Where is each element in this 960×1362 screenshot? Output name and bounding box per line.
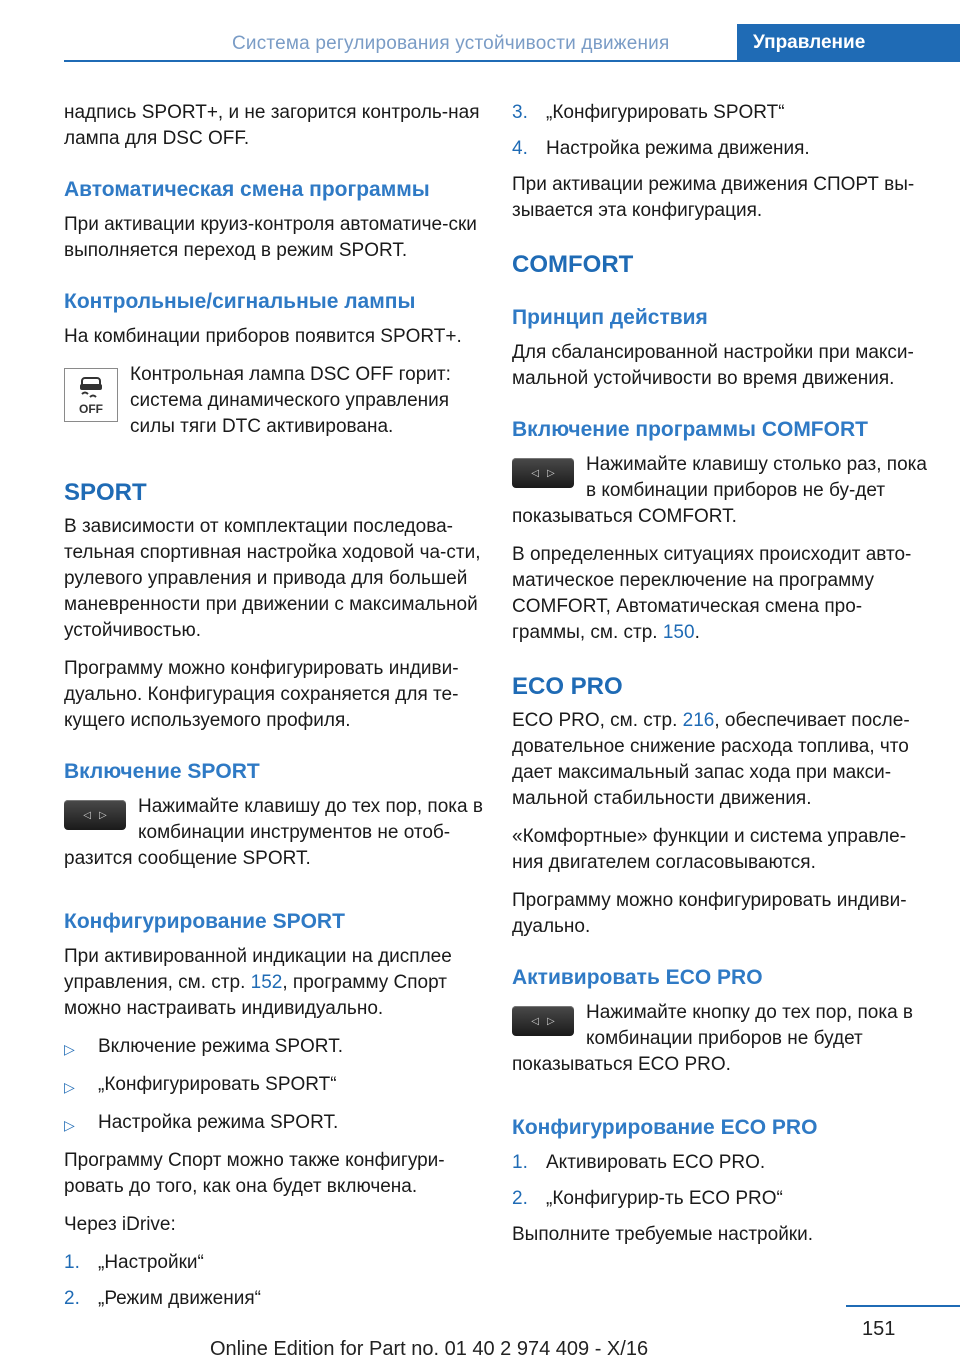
heading-sport: SPORT [64, 479, 147, 506]
text: , обеспечивает после-довательное снижение расхода топлива, что дает максимальный запас хода при макси-мальной стабильности движения. [512, 710, 910, 809]
arrow-right-icon: ▷ [547, 1015, 555, 1027]
page-link-152[interactable]: 152 [250, 972, 283, 993]
paragraph: Программу можно конфигурировать индиви-дуально. [512, 890, 907, 937]
paragraph: В зависимости от комплектации последова-тельная спортивная настройка ходовой ча-сти, рулевого управления и привода для большей маневренности при движении с максимальной устойчивостью. [64, 516, 481, 641]
heading-comfort: COMFORT [512, 251, 634, 278]
list-item-text: „Конфигурировать SPORT“ [98, 1074, 337, 1095]
numbered-list [512, 1150, 932, 1212]
page-link-216[interactable]: 216 [682, 710, 715, 731]
paragraph: Программу можно конфигурировать индиви-дуально. Конфигурация сохраняется для те-кущего используемого профиля. [64, 658, 459, 731]
heading-eco-on: Активировать ECO PRO [512, 966, 763, 989]
page-link-150[interactable]: 150 [662, 622, 695, 643]
heading-principle: Принцип действия [512, 306, 708, 329]
paragraph: На комбинации приборов появится SPORT+. [64, 326, 462, 347]
drive-mode-switch-icon [512, 458, 574, 488]
list-item [512, 136, 932, 162]
skidding-car-icon [77, 375, 105, 401]
list-item [512, 100, 932, 126]
arrow-left-icon: ◁ [531, 467, 539, 479]
heading-eco-pro: ECO PRO [512, 673, 623, 700]
paragraph: Через iDrive: [64, 1214, 176, 1235]
bullet-list [64, 1034, 484, 1138]
header-chapter-tab: Управление [737, 24, 960, 62]
heading-eco-config: Конфигурирование ECO PRO [512, 1116, 818, 1139]
paragraph: «Комфортные» функции и система управле-ния двигателем согласовываются. [512, 826, 907, 873]
list-number: 4. [512, 138, 528, 159]
numbered-list [64, 1250, 484, 1312]
comfort-switch-block [512, 452, 932, 542]
arrow-left-icon: ◁ [83, 809, 91, 821]
list-number: 2. [512, 1188, 528, 1209]
text: При активированной индикации на дисплее управления, см. стр. [64, 946, 452, 993]
dsc-off-block [64, 362, 484, 452]
paragraph: При активации круиз-контроля автоматиче-ски выполняется переход в режим SPORT. [64, 214, 477, 261]
left-column [64, 100, 484, 1322]
page-number: 151 [862, 1318, 896, 1340]
paragraph: Программу Спорт можно также конфигури-ровать до того, как она будет включена. [64, 1150, 445, 1197]
heading-sport-on: Включение SPORT [64, 760, 260, 783]
heading-auto-program: Автоматическая смена программы [64, 178, 430, 201]
arrow-left-icon: ◁ [531, 1015, 539, 1027]
paragraph: надпись SPORT+, и не загорится контроль-ная лампа для DSC OFF. [64, 102, 480, 149]
text: ECO PRO, см. стр. [512, 710, 683, 731]
list-item [64, 1250, 484, 1276]
list-number: 1. [512, 1152, 528, 1173]
paragraph: Выполните требуемые настройки. [512, 1224, 814, 1245]
dsc-off-indicator-icon [64, 368, 118, 422]
paragraph [512, 708, 932, 812]
list-item-text: Настройка режима SPORT. [98, 1112, 339, 1133]
list-item-text: „Конфигурир-ть ECO PRO“ [546, 1188, 783, 1209]
paragraph [512, 542, 932, 646]
paragraph: Нажимайте клавишу до тех пор, пока в комбинации инструментов не отоб-разится сообщение SPORT. [64, 796, 483, 869]
triangle-bullet-icon: ▷ [64, 1117, 75, 1133]
triangle-bullet-icon: ▷ [64, 1041, 75, 1057]
dsc-off-label: OFF [79, 402, 103, 416]
eco-switch-block [512, 1000, 932, 1090]
list-number: 1. [64, 1252, 80, 1273]
paragraph [64, 944, 484, 1022]
list-item-text: Включение режима SPORT. [98, 1036, 343, 1057]
list-item [64, 1286, 484, 1312]
paragraph: При активации режима движения СПОРТ вы-зывается эта конфигурация. [512, 174, 915, 221]
list-item-text: Настройка режима движения. [546, 138, 810, 159]
sport-switch-block [64, 794, 484, 884]
header-rule [64, 60, 960, 62]
drive-mode-switch-icon [512, 1006, 574, 1036]
text: . [694, 622, 700, 643]
list-number: 2. [64, 1288, 80, 1309]
text: , программу Спорт можно настраивать индивидуально. [64, 972, 447, 1019]
text: В определенных ситуациях происходит авто-матическое переключение на программу COMFORT, Автоматическая смена про-граммы, см. стр. [512, 544, 912, 643]
arrow-right-icon: ▷ [547, 467, 555, 479]
list-item [64, 1072, 484, 1100]
list-item [64, 1110, 484, 1138]
triangle-bullet-icon: ▷ [64, 1079, 75, 1095]
paragraph: Нажимайте кнопку до тех пор, пока в комбинации приборов не будет показываться ECO PRO. [512, 1002, 914, 1075]
list-item [512, 1186, 932, 1212]
list-number: 3. [512, 102, 528, 123]
paragraph: Контрольная лампа DSC OFF горит: система динамического управления силы тяги DTC активирована. [130, 364, 451, 437]
drive-mode-switch-icon [64, 800, 126, 830]
heading-indicator-lamps: Контрольные/сигнальные лампы [64, 290, 416, 313]
paragraph: Нажимайте клавишу столько раз, пока в комбинации приборов не бу-дет показываться COMFORT. [512, 454, 927, 527]
paragraph: Для сбалансированной настройки при макси-мальной устойчивости во время движения. [512, 342, 914, 389]
list-item [512, 1150, 932, 1176]
list-item-text: „Режим движения“ [98, 1288, 261, 1309]
edition-note: Online Edition for Part no. 01 40 2 974 409 - X/16 [210, 1338, 649, 1360]
heading-sport-config: Конфигурирование SPORT [64, 910, 345, 933]
list-item-text: Активировать ECO PRO. [546, 1152, 766, 1173]
list-item-text: „Конфигурировать SPORT“ [546, 102, 785, 123]
footer-rule [846, 1305, 960, 1307]
arrow-right-icon: ▷ [99, 809, 107, 821]
list-item [64, 1034, 484, 1062]
numbered-list [512, 100, 932, 162]
heading-comfort-on: Включение программы COMFORT [512, 418, 868, 441]
header-section-title: Система регулирования устойчивости движения [232, 33, 670, 54]
list-item-text: „Настройки“ [98, 1252, 204, 1273]
right-column [512, 100, 932, 1260]
